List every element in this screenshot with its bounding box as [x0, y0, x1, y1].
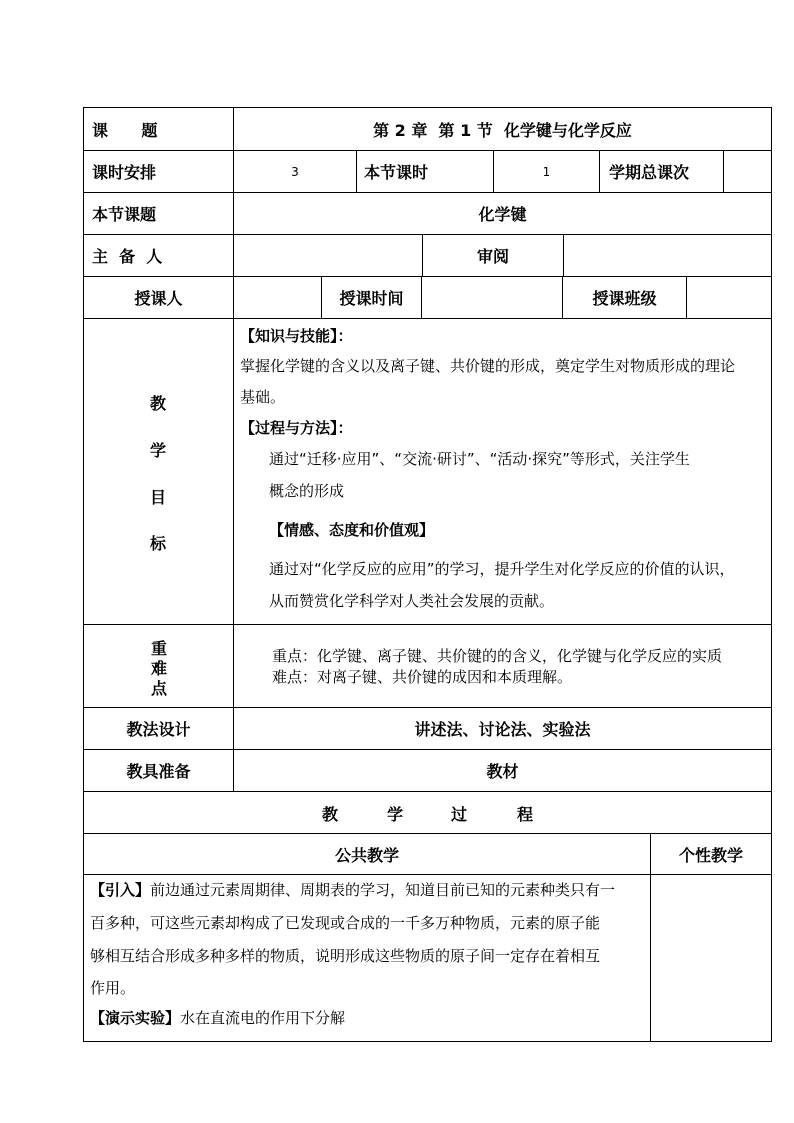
intro-paragraph	[90, 874, 615, 907]
lesson-count-value: 1	[542, 164, 551, 179]
semester-total-label: 学期总课次	[609, 163, 690, 182]
emotion-heading: 【情感、态度和价值观】	[269, 521, 435, 539]
process-title-char: 程	[517, 805, 534, 824]
method-label: 教法设计	[126, 720, 191, 739]
title-label: 课 题	[92, 120, 158, 140]
process-text: 概念的形成	[269, 482, 345, 500]
topic-label: 本节课题	[92, 205, 157, 224]
key-point-text: 重点：化学键、离子键、共价键的的含义，化学键与化学反应的实质	[272, 647, 723, 665]
tools-value: 教材	[486, 762, 519, 781]
review-label: 审阅	[476, 247, 509, 266]
method-value: 讲述法、讨论法、实验法	[414, 720, 591, 739]
teacher-label: 授课人	[134, 289, 183, 308]
objectives-side-char: 教	[150, 394, 167, 413]
demo-paragraph	[90, 1002, 345, 1035]
intro-text: 够相互结合形成多种多样的物质，说明形成这些物质的原子间一定存在着相互	[90, 947, 601, 965]
topic-value: 化学键	[478, 205, 527, 224]
keypoints-side-char: 重	[151, 639, 168, 658]
semester-total-value	[724, 151, 771, 192]
intro-text: 百多种，可这些元素却构成了已发现或合成的一千多万种物质，元素的原子能	[90, 914, 601, 932]
objectives-side-char: 学	[150, 441, 167, 460]
intro-text: 作用。	[90, 979, 136, 997]
demo-tag: 【演示实验】	[90, 1009, 181, 1027]
personal-teaching-header: 个性教学	[678, 845, 743, 865]
process-heading: 【过程与方法】：	[240, 419, 353, 437]
knowledge-heading: 【知识与技能】：	[240, 327, 353, 345]
demo-text: 水在直流电的作用下分解	[180, 1009, 346, 1027]
knowledge-text: 掌握化学键的含义以及离子键、共价键的形成，奠定学生对物质形成的理论	[240, 357, 736, 375]
emotion-text: 通过对“化学反应的应用”的学习，提升学生对化学反应的价值的认识，	[269, 560, 735, 578]
keypoints-side-char: 难	[151, 659, 168, 678]
objectives-side-char: 标	[150, 534, 167, 553]
objectives-side-char: 目	[150, 488, 167, 507]
intro-tag: 【引入】	[90, 881, 151, 899]
difficult-point-text: 难点：对离子键、共价键的成因和本质理解。	[272, 668, 573, 686]
process-title-char: 过	[451, 805, 468, 824]
process-text: 通过“迁移·应用”、“交流·研讨”、“活动·探究”等形式，关注学生	[269, 450, 690, 468]
process-title-char: 学	[387, 805, 404, 824]
lesson-title: 第 2 章 第 1 节 化学键与化学反应	[373, 120, 632, 140]
public-teaching-header: 公共教学	[334, 845, 399, 865]
tools-label: 教具准备	[126, 762, 191, 781]
emotion-text: 从而赞赏化学科学对人类社会发展的贡献。	[269, 592, 555, 610]
time-label: 授课时间	[339, 289, 404, 308]
schedule-value: 3	[291, 164, 299, 179]
keypoints-side-char: 点	[151, 679, 168, 698]
schedule-label: 课时安排	[92, 163, 157, 182]
preparer-label: 主 备 人	[92, 247, 163, 266]
knowledge-text: 基础。	[240, 388, 286, 406]
class-label: 授课班级	[592, 289, 657, 308]
process-title-char: 教	[322, 805, 339, 824]
intro-text: 前边通过元素周期律、周期表的学习，知道目前已知的元素种类只有一	[150, 881, 616, 899]
lesson-count-label: 本节课时	[364, 163, 429, 182]
